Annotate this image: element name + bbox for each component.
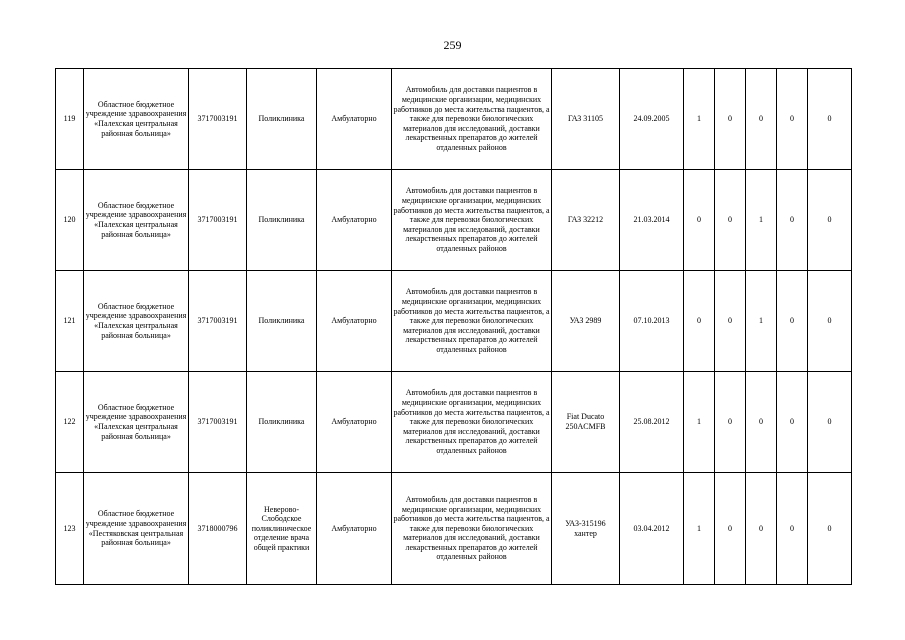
- count-4: 0: [777, 271, 808, 372]
- subdivision: Поликлиника: [247, 271, 317, 372]
- table-row: [56, 473, 852, 585]
- table-body: [56, 69, 852, 585]
- inn: 3717003191: [189, 170, 247, 271]
- count-1: 1: [684, 69, 715, 170]
- inn: 3717003191: [189, 271, 247, 372]
- table-row: [56, 69, 852, 170]
- count-2: 0: [715, 69, 746, 170]
- count-2: 0: [715, 170, 746, 271]
- inn: 3717003191: [189, 69, 247, 170]
- count-4: 0: [777, 170, 808, 271]
- count-2: 0: [715, 473, 746, 585]
- vehicle-purpose: [392, 372, 552, 473]
- count-3: 0: [746, 372, 777, 473]
- vehicle-purpose: [392, 170, 552, 271]
- vehicle-purpose-text: Автомобиль для доставки пациентов в медицинские организации, медицинских работников до места жительства пациентов, а также для перевозки биологических материалов для исследований, доставки лекарственных препаратов до жителей отдаленных районов: [393, 186, 550, 253]
- vehicle-model: Fiat Ducato 250ACMFB: [552, 372, 620, 473]
- care-conditions: Амбулаторно: [317, 473, 392, 585]
- count-5: 0: [808, 170, 852, 271]
- count-5: 0: [808, 69, 852, 170]
- count-3: 0: [746, 473, 777, 585]
- row-number: 120: [56, 170, 84, 271]
- vehicle-purpose: [392, 69, 552, 170]
- organization-name: Областное бюджетное учреждение здравоохранения «Палехская центральная районная больница»: [84, 69, 189, 170]
- registration-date: 25.08.2012: [620, 372, 684, 473]
- count-3: 1: [746, 170, 777, 271]
- registration-date: 07.10.2013: [620, 271, 684, 372]
- registration-date: 24.09.2005: [620, 69, 684, 170]
- page-number: 259: [443, 38, 462, 52]
- count-1: 1: [684, 473, 715, 585]
- row-number: 121: [56, 271, 84, 372]
- subdivision: Поликлиника: [247, 372, 317, 473]
- count-2: 0: [715, 372, 746, 473]
- vehicle-model: УАЗ 2989: [552, 271, 620, 372]
- count-4: 0: [777, 473, 808, 585]
- organization-name: Областное бюджетное учреждение здравоохранения «Палехская центральная районная больница»: [84, 170, 189, 271]
- row-number: 123: [56, 473, 84, 585]
- organization-name: Областное бюджетное учреждение здравоохранения «Палехская центральная районная больница»: [84, 271, 189, 372]
- subdivision: Поликлиника: [247, 69, 317, 170]
- inn: 3717003191: [189, 372, 247, 473]
- vehicle-model: ГАЗ 32212: [552, 170, 620, 271]
- table-row: [56, 372, 852, 473]
- registration-date: 21.03.2014: [620, 170, 684, 271]
- registration-date: 03.04.2012: [620, 473, 684, 585]
- count-1: 1: [684, 372, 715, 473]
- count-3: 1: [746, 271, 777, 372]
- vehicle-purpose-text: Автомобиль для доставки пациентов в медицинские организации, медицинских работников до места жительства пациентов, а также для перевозки биологических материалов для исследований, доставки лекарственных препаратов до жителей отдаленных районов: [393, 494, 550, 562]
- care-conditions: Амбулаторно: [317, 372, 392, 473]
- row-number: 119: [56, 69, 84, 170]
- count-2: 0: [715, 271, 746, 372]
- care-conditions: Амбулаторно: [317, 170, 392, 271]
- count-1: 0: [684, 271, 715, 372]
- care-conditions: Амбулаторно: [317, 271, 392, 372]
- subdivision: Неверово-Слободское поликлиническое отделение врача общей практики: [247, 473, 317, 585]
- care-conditions: Амбулаторно: [317, 69, 392, 170]
- vehicle-model: ГАЗ 31105: [552, 69, 620, 170]
- count-4: 0: [777, 372, 808, 473]
- row-number: 122: [56, 372, 84, 473]
- organization-name: Областное бюджетное учреждение здравоохранения «Пестяковская центральная районная больница»: [84, 473, 189, 585]
- count-5: 0: [808, 271, 852, 372]
- count-3: 0: [746, 69, 777, 170]
- subdivision: Поликлиника: [247, 170, 317, 271]
- table-row: [56, 271, 852, 372]
- count-1: 0: [684, 170, 715, 271]
- count-5: 0: [808, 473, 852, 585]
- organization-name: Областное бюджетное учреждение здравоохранения «Палехская центральная районная больница»: [84, 372, 189, 473]
- count-5: 0: [808, 372, 852, 473]
- inn: 3718000796: [189, 473, 247, 585]
- vehicle-purpose: [392, 271, 552, 372]
- vehicle-registry-table: [55, 68, 852, 585]
- vehicle-purpose-text: Автомобиль для доставки пациентов в медицинские организации, медицинских работников до места жительства пациентов, а также для перевозки биологических материалов для исследований, доставки лекарственных препаратов до жителей отдаленных районов: [393, 388, 550, 455]
- vehicle-model: УАЗ-315196 хантер: [552, 473, 620, 585]
- vehicle-purpose-text: Автомобиль для доставки пациентов в медицинские организации, медицинских работников до места жительства пациентов, а также для перевозки биологических материалов для исследований, доставки лекарственных препаратов до жителей отдаленных районов: [393, 287, 550, 354]
- table-row: [56, 170, 852, 271]
- vehicle-purpose: [392, 473, 552, 585]
- vehicle-purpose-text: Автомобиль для доставки пациентов в медицинские организации, медицинских работников до места жительства пациентов, а также для перевозки биологических материалов для исследований, доставки лекарственных препаратов до жителей отдаленных районов: [393, 85, 550, 152]
- count-4: 0: [777, 69, 808, 170]
